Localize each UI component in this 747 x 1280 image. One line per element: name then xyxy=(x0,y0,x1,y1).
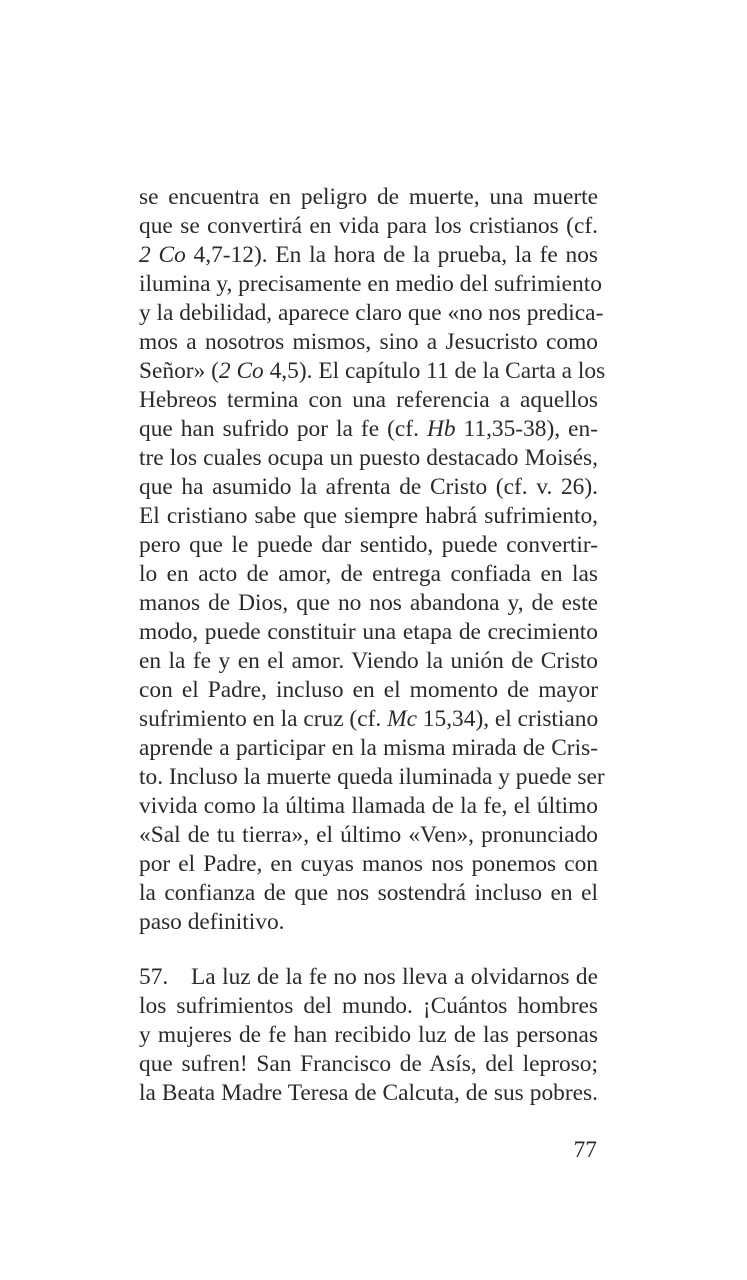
text-line: por el Padre, en cuyas manos nos ponemos con xyxy=(139,851,598,877)
citation-ref: 2 Co xyxy=(139,242,186,268)
text-line: mos a nosotros mismos, sino a Jesucristo como xyxy=(139,329,598,355)
text-line: los sufrimientos del mundo. ¡Cuántos hombres xyxy=(139,993,598,1019)
text-line: paso definitivo. xyxy=(139,909,285,935)
text-line: pero que le puede dar sentido, puede convertir- xyxy=(139,532,598,558)
text-line: aprende a participar en la misma mirada de Cris- xyxy=(139,735,598,761)
paragraph-number: 57. xyxy=(139,964,169,990)
text-line: que han sufrido por la fe (cf. Hb 11,35-38), en- xyxy=(139,416,598,442)
text-line: lo en acto de amor, de entrega confiada en las xyxy=(139,561,598,587)
page-number: 77 xyxy=(573,1137,597,1163)
text-line: se encuentra en peligro de muerte, una muerte xyxy=(139,184,598,210)
text-line: la Beata Madre Teresa de Calcuta, de sus pobres. xyxy=(139,1080,598,1106)
citation-ref: Hb xyxy=(426,416,456,442)
text-line: que sufren! San Francisco de Asís, del leproso; xyxy=(139,1051,598,1077)
citation-ref: Mc xyxy=(387,706,417,732)
text-line: la confianza de que nos sostendrá incluso en el xyxy=(139,880,598,906)
text-line: to. Incluso la muerte queda iluminada y puede ser xyxy=(139,764,605,790)
text-line: que ha asumido la afrenta de Cristo (cf. v. 26). xyxy=(139,474,598,500)
citation-ref: 2 Co xyxy=(218,358,264,384)
text-line: con el Padre, incluso en el momento de mayor xyxy=(139,677,598,703)
text-line: en la fe y en el amor. Viendo la unión de Cristo xyxy=(139,648,598,674)
text-line: vivida como la última llamada de la fe, el último xyxy=(139,793,598,819)
text-line: Señor» (2 Co 4,5). El capítulo 11 de la Carta a los xyxy=(139,358,606,384)
text-line: que se convertirá en vida para los cristianos (cf. xyxy=(139,213,598,239)
text-line: tre los cuales ocupa un puesto destacado Moisés, xyxy=(139,445,598,471)
text-line: manos de Dios, que no nos abandona y, de este xyxy=(139,590,598,616)
text-line: y la debilidad, aparece claro que «no nos predica- xyxy=(139,300,604,326)
text-line: 57. La luz de la fe no nos lleva a olvidarnos de xyxy=(139,964,598,990)
text-line: y mujeres de fe han recibido luz de las personas xyxy=(139,1022,598,1048)
text-line: modo, puede constituir una etapa de crecimiento xyxy=(139,619,598,645)
text-line: 2 Co 4,7-12). En la hora de la prueba, la fe nos xyxy=(139,242,599,268)
text-line: Hebreos termina con una referencia a aquellos xyxy=(139,387,598,413)
text-line: ilumina y, precisamente en medio del sufrimiento xyxy=(139,271,602,297)
text-line: «Sal de tu tierra», el último «Ven», pronunciado xyxy=(139,822,598,848)
text-line: sufrimiento en la cruz (cf. Mc 15,34), el cristiano xyxy=(139,706,599,732)
text-line: El cristiano sabe que siempre habrá sufrimiento, xyxy=(139,503,598,529)
